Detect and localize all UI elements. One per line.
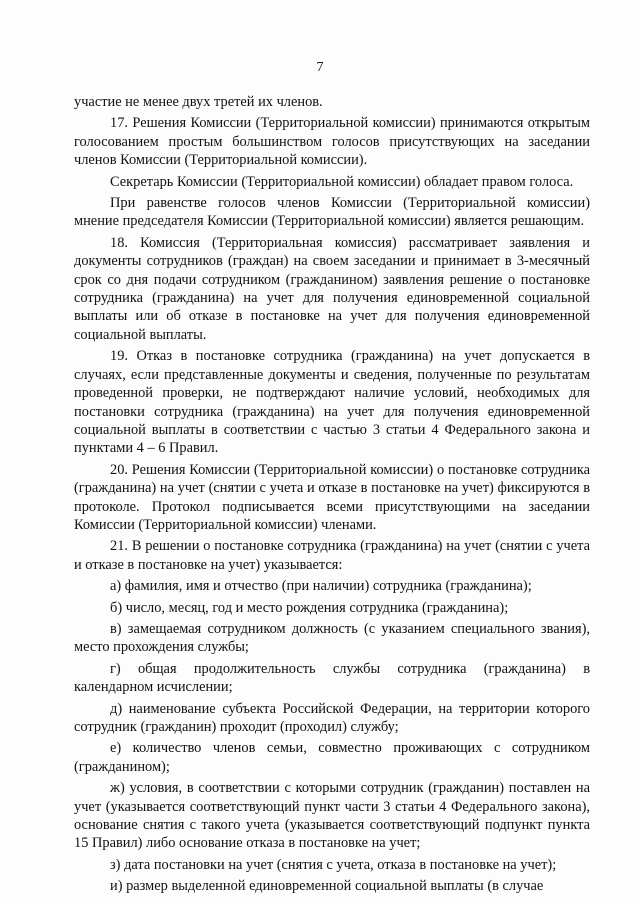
paragraph-item-17: 17. Решения Комиссии (Территориальной комиссии) принимаются открытым голосованием простым большинством голосов присутствующих на заседании членов Комиссии (Территориальной комиссии). (74, 115, 590, 169)
subitem-a: а) фамилия, имя и отчество (при наличии) сотрудника (гражданина); (110, 578, 532, 595)
paragraph-item-19: 19. Отказ в постановке сотрудника (гражданина) на учет допускается в случаях, если представленные документы и сведения, полученные по результатам проведенной проверки, не подтверждают наличие условий, необходимых для постановки сотрудника (гражданина) на учет для получения единовременной социальной выплаты в соответствии с частью 3 статьи 4 Федерального закона и пунктами 4 – 6 Правил. (74, 348, 590, 457)
page-number: 7 (316, 60, 324, 75)
paragraph-item-21: 21. В решении о постановке сотрудника (гражданина) на учет (снятии с учета и отказе в постановке на учет) указывается: (74, 538, 590, 573)
subitem-v: в) замещаемая сотрудником должность (с указанием специального звания), место прохождения службы; (74, 620, 590, 656)
paragraph-tie-vote: При равенстве голосов членов Комиссии (Территориальной комиссии) мнение председателя Комиссии (Территориальной комиссии) является решающим. (74, 195, 590, 230)
subitem-e: е) количество членов семьи, совместно проживающих с сотрудником (гражданином); (74, 740, 590, 775)
paragraph-continuation: участие не менее двух третей их членов. (74, 94, 323, 110)
paragraph-item-20: 20. Решения Комиссии (Территориальной комиссии) о постановке сотрудника (гражданина) на учет (снятии с учета и отказе в постановке на учет) фиксируются в протоколе. Протокол подписывается всеми присутствующими на заседании Комиссии (Территориальной комиссии) членами. (74, 461, 590, 533)
document-body (74, 93, 590, 899)
subitem-z: з) дата постановки на учет (снятия с учета, отказа в постановке на учет); (110, 856, 557, 873)
subitem-i: и) размер выделенной единовременной социальной выплаты (в случае (110, 878, 544, 895)
subitem-d: д) наименование субъекта Российской Федерации, на территории которого сотрудник (гражданин) проходит (проходил) службу; (74, 700, 590, 735)
subitem-b: б) число, месяц, год и место рождения сотрудника (гражданина); (110, 599, 509, 616)
paragraph-item-18: 18. Комиссия (Территориальная комиссия) рассматривает заявления и документы сотрудников (граждан) на своем заседании и принимает в 3-месячный срок со дня подачи сотрудником (гражданином) заявления решение о постановке сотрудника (гражданина) на учет для получения единовременной социальной выплаты или об отказе в постановке на учет для получения единовременной социальной выплаты. (74, 234, 590, 343)
subitem-g: г) общая продолжительность службы сотрудника (гражданина) в календарном исчислении; (74, 660, 590, 696)
subitem-zh: ж) условия, в соответствии с которыми сотрудник (гражданин) поставлен на учет (указывается соответствующий пункт части 3 статьи 4 Федерального закона), основание снятия с такого учета (указывается соответствующий подпункт пункта 15 Правил) либо основание отказа в постановке на учет; (74, 780, 590, 852)
paragraph-secretary-vote: Секретарь Комиссии (Территориальной комиссии) обладает правом голоса. (110, 173, 574, 190)
